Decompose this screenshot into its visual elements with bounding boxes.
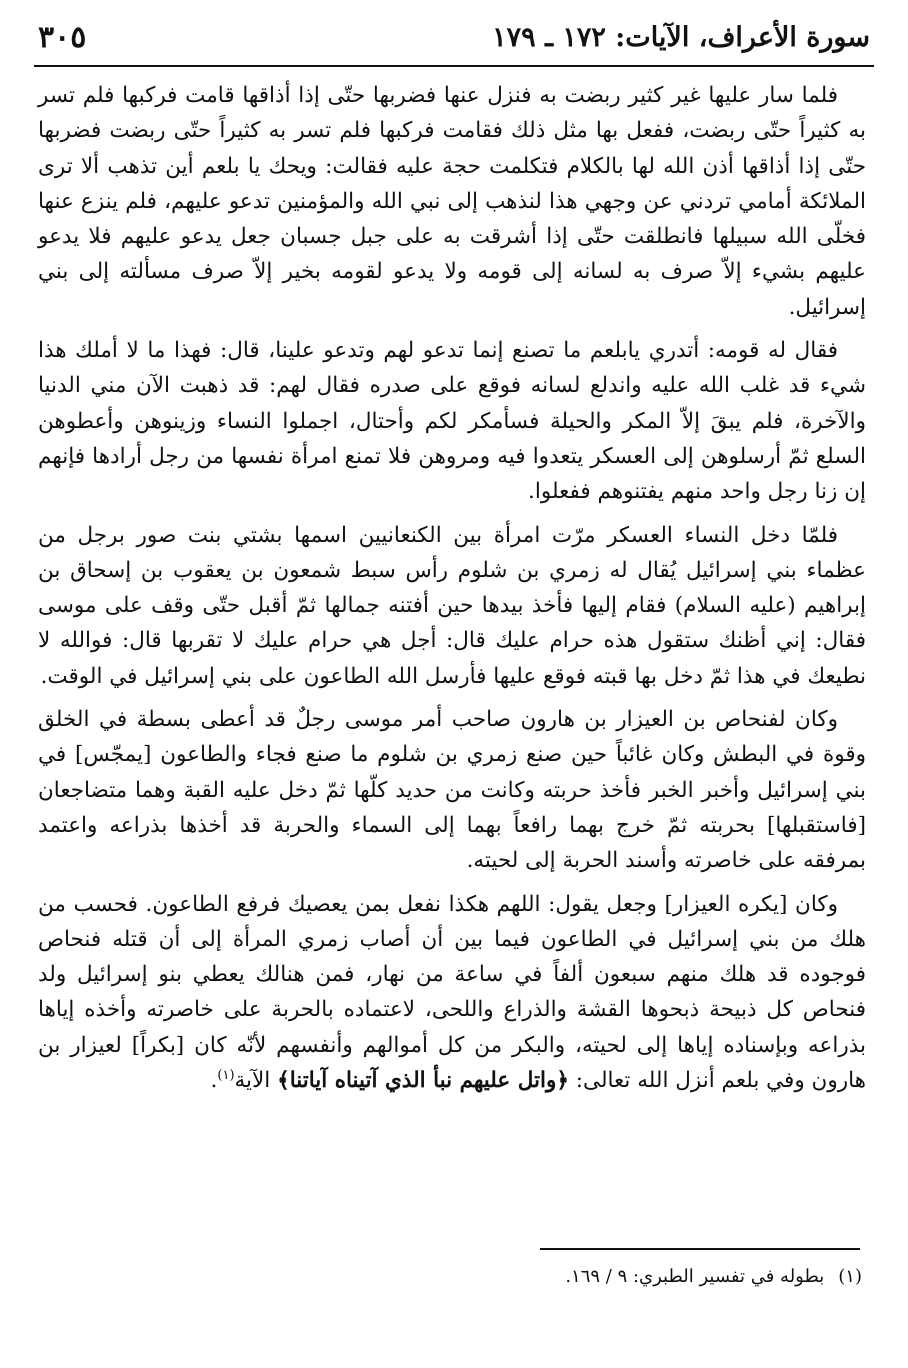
- footnote: [38, 1264, 862, 1290]
- footnote-reference[interactable]: (١): [217, 1067, 235, 1083]
- footnote-text: بطوله في تفسير الطبري: ٩ / ١٦٩.: [565, 1266, 825, 1287]
- footnote-number: (١): [838, 1266, 862, 1287]
- paragraph: فقال له قومه: أتدري يابلعم ما تصنع إنما تدعو لهم وتدعو علينا، قال: فهذا ما لا أملك هذا شيء قد غلب الله عليه واندلع لسانه فوقع على صدره فقال لهم: قد ذهبت الآن مني الدنيا والآخرة، فلم يبقَ إلاّ المكر والحيلة فسأمكر لكم وأحتال، اجملوا النساء وزينوهن وأعطوهن السلع ثمّ أرسلوهن إلى العسكر يتعدوا فيه ومروهن فلا تمنع امرأة نفسها من رجل أرادها فإنهم إن زنا رجل واحد منهم يفتنوهم ففعلوا.: [38, 338, 866, 505]
- header-divider: [34, 65, 874, 67]
- paragraph-end: .: [210, 1068, 218, 1094]
- paragraph: فلمّا دخل النساء العسكر مرّت امرأة بين الكنعانيين اسمها بشتي بنت صور برجل من عظماء بني إسرائيل يُقال له زمري بن شلوم رأس سبط شمعون بن يعقوب بن إسحاق بن إبراهيم (عليه السلام) فقام إليها فأخذ بيدها حين أفتنه جمالها ثمّ أقبل حتّى وقف على موسى فقال: إني أظنك ستقول هذه حرام عليك قال: أجل هي حرام عليك لا تقربها قال: فوالله لا نطيعك في هذا ثمّ دخل بها قبته فوقع عليها فأرسل الله الطاعون على بني إسرائيل في الوقت.: [38, 522, 866, 689]
- page-number: ٣٠٥: [38, 20, 87, 55]
- footnote-divider: [540, 1248, 860, 1250]
- paragraph: فلما سار عليها غير كثير ربضت به فنزل عنها فضربها حتّى إذا أذاقها قامت فركبها فلم تسر به كثيراً حتّى ربضت، ففعل بها مثل ذلك فقامت فركبها فلم تسر به كثيراً حتّى ربضت فضربها حتّى إذا أذاقها أذن الله لها بالكلام فتكلمت حجة عليه فقالت: ويحك يا بلعم أين تذهب ألا ترى الملائكة أمامي تردني عن وجهي هذا لنذهب إلى نبي الله والمؤمنين تدعو عليهم، فلم ينزع عنها فخلّى الله سبيلها فانطلقت حتّى إذا أشرقت به على جبل جسبان جعل يدعو عليهم فلا يدعو عليهم بشيء إلاّ صرف به لسانه إلى قومه ولا يدعو لقومه بخير إلاّ صرف مسألته إلى بني إسرائيل.: [38, 83, 866, 320]
- paragraph: وكان لفنحاص بن العيزار بن هارون صاحب أمر موسى رجلٌ قد أعطى بسطة في الخلق وقوة في البطش وكان غائباً حين صنع زمري بن شلوم ما صنع فجاء والطاعون [يمجّس] في بني إسرائيل وأخبر الخبر فأخذ حربته وكانت من حديد كلّها ثمّ دخل عليه القبة وهما متضاجعان [فاستقبلها] بحربته ثمّ خرج بهما رافعاً بهما إلى السماء والحربة قد أخذها بذراعه واعتمد بمرفقه على خاصرته وأسند الحربة إلى لحيته.: [38, 707, 866, 874]
- quran-quote: ﴿واتل عليهم نبأ الذي آتيناه آياتنا﴾: [277, 1068, 569, 1094]
- paragraph: [38, 887, 866, 1099]
- main-text: [38, 78, 866, 1106]
- paragraph-text: وكان [يكره العيزار] وجعل يقول: اللهم هكذا نفعل بمن يعصيك فرفع الطاعون. فحسب من هلك من بني إسرائيل في الطاعون فيما بين أن أصاب زمري المرأة إلى أن قتله فنحاص فوجوده قد هلك منهم سبعون ألفاً في ساعة من نهار، فمن هنالك يعطي بنو إسرائيل ولد فنحاص كل ذبيحة ذبحوها القشة والذراع واللحى، لاعتماده بالحربة على خاصرته وأخذه إياها بذراعه وبإسناده إياها إلى لحيته، والبكر من كل أموالهم وأنفسهم لأنّه كان [بكراً] لعيزار بن هارون وفي بلعم أنزل الله تعالى:: [38, 891, 866, 1094]
- page-header: [34, 18, 874, 64]
- chapter-title: سورة الأعراف، الآيات: ١٧٢ ـ ١٧٩: [492, 22, 870, 53]
- paragraph-text-tail: الآية: [234, 1068, 278, 1094]
